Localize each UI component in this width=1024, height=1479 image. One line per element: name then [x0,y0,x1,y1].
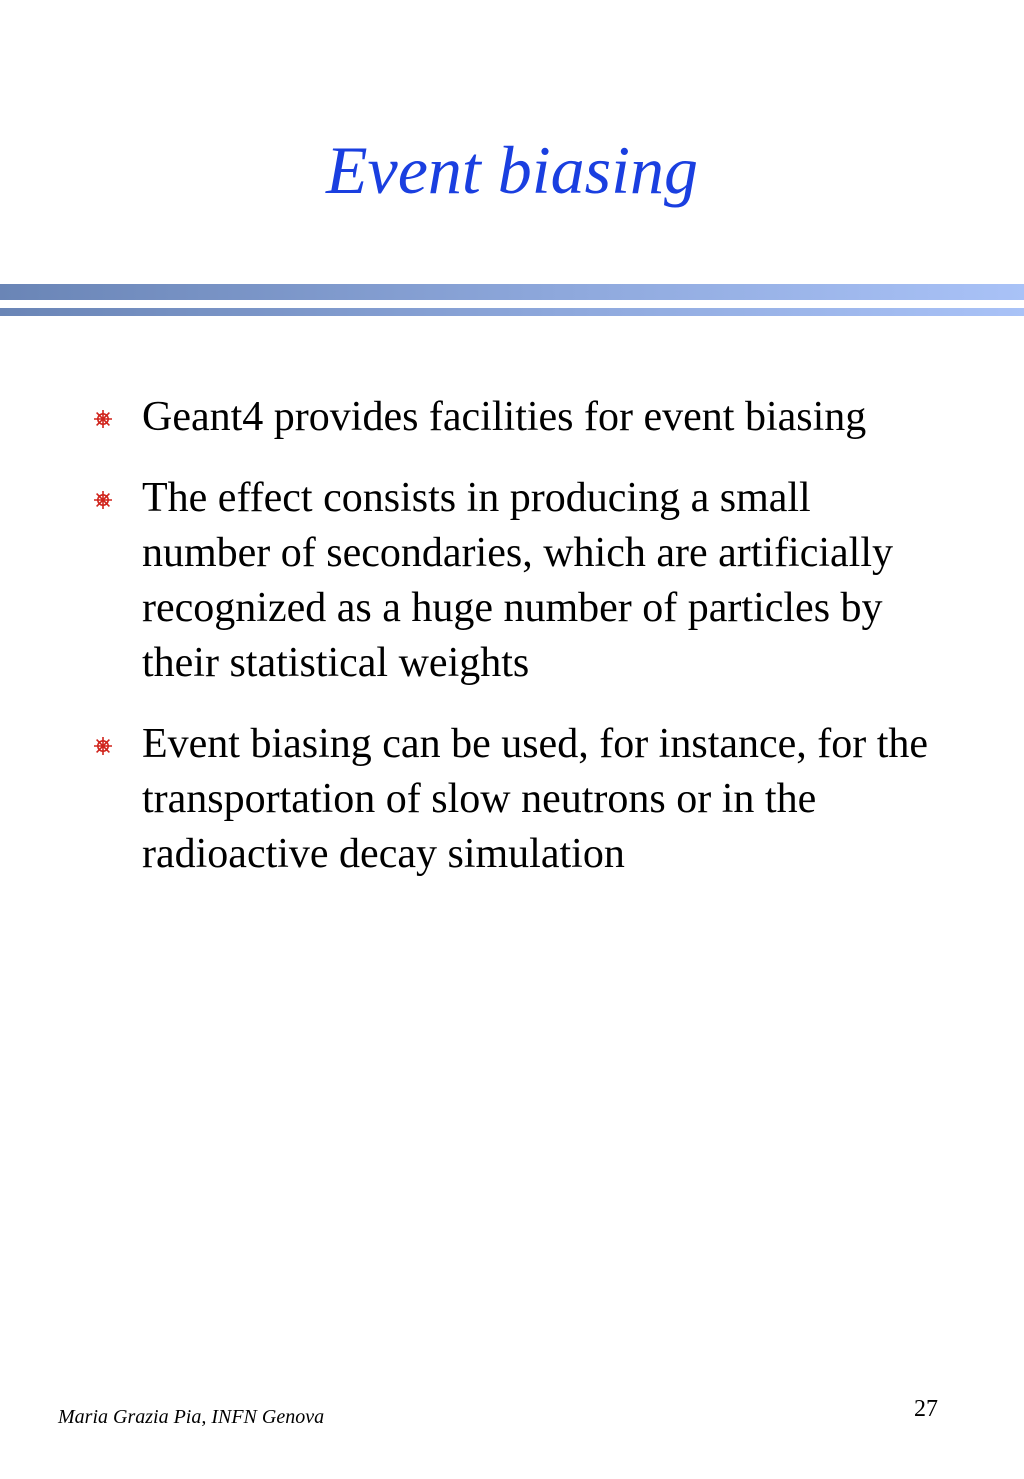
bullet-item [0,717,942,882]
ship-wheel-icon [93,409,113,429]
bullet-list [0,390,1024,908]
bullet-text: Geant4 provides facilities for event biasing [142,394,867,440]
ship-wheel-icon [93,736,113,756]
bullet-text: Event biasing can be used, for instance, for the transportation of slow neutrons or in the radioactive decay simulation [142,721,929,877]
title-divider-thin [0,308,1024,316]
slide-title: Event biasing [325,132,699,208]
ship-wheel-icon [93,490,113,510]
page-number: 27 [914,1396,938,1422]
title-divider-thick [0,284,1024,300]
bullet-text: The effect consists in producing a small number of secondaries, which are artificially recognized as a huge number of particles by their statistical weights [142,475,894,686]
bullet-item [0,390,942,445]
bullet-item [0,471,942,691]
footer-author: Maria Grazia Pia, INFN Genova [58,1406,325,1428]
